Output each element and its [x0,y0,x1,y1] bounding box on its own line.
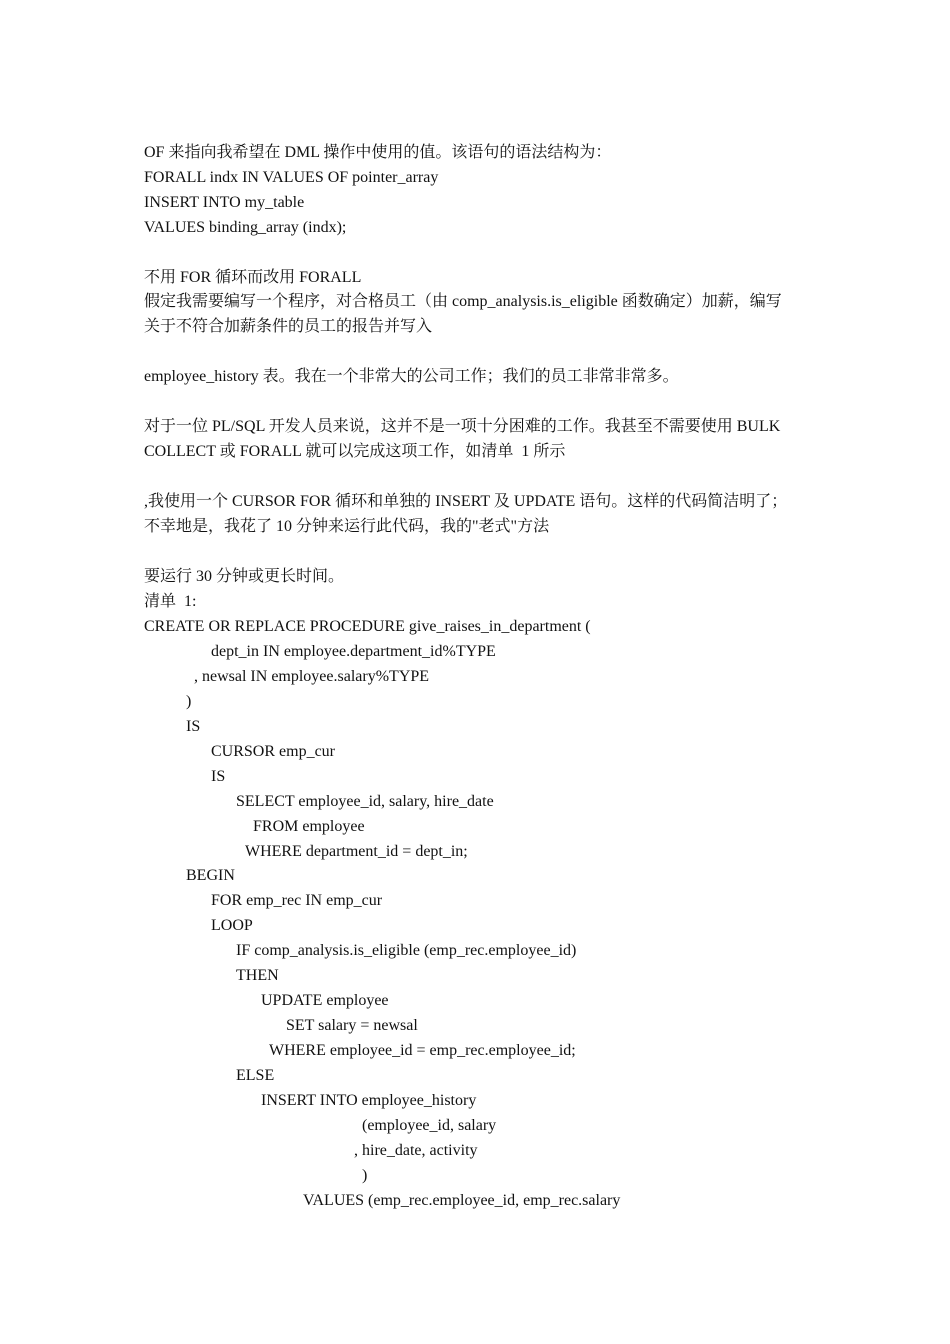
code-line: , newsal IN employee.salary%TYPE [194,668,430,685]
text-line: employee_history 表。我在一个非常大的公司工作；我们的员工非常非常多。 [144,368,679,385]
code-line: INSERT INTO employee_history [261,1092,477,1109]
code-line: FROM employee [253,818,365,835]
section-heading: 不用 FOR 循环而改用 FORALL [144,269,362,286]
listing-label: 清单 1: [144,593,197,610]
code-line: dept_in IN employee.department_id%TYPE [211,643,496,660]
text-line: OF 来指向我希望在 DML 操作中使用的值。该语句的语法结构为： [144,144,612,161]
code-line: SELECT employee_id, salary, hire_date [236,793,494,810]
code-line: FORALL indx IN VALUES OF pointer_array [144,169,439,186]
code-line: IF comp_analysis.is_eligible (emp_rec.employee_id) [236,942,577,959]
code-line: (employee_id, salary [362,1117,497,1134]
code-line: WHERE department_id = dept_in; [245,843,468,860]
code-line: CREATE OR REPLACE PROCEDURE give_raises_in_department ( [144,618,591,635]
code-line: ) [186,693,192,710]
text-line: 关于不符合加薪条件的员工的报告并写入 [144,318,433,335]
text-line: 不幸地是，我花了 10 分钟来运行此代码，我的"老式"方法 [144,518,550,535]
text-line: 要运行 30 分钟或更长时间。 [144,568,345,585]
code-line: CURSOR emp_cur [211,743,335,760]
code-line: LOOP [211,917,253,934]
code-line: THEN [236,967,279,984]
text-line: ,我使用一个 CURSOR FOR 循环和单独的 INSERT 及 UPDATE 语句。这样的代码简洁明了； [144,493,788,510]
code-line: SET salary = newsal [286,1017,418,1034]
code-line: BEGIN [186,867,235,884]
code-line: , hire_date, activity [354,1142,478,1159]
code-line: IS [186,718,201,735]
code-line: WHERE employee_id = emp_rec.employee_id; [269,1042,576,1059]
code-line: INSERT INTO my_table [144,194,305,211]
code-line: UPDATE employee [261,992,389,1009]
text-line: COLLECT 或 FORALL 就可以完成这项工作，如清单 1 所示 [144,443,566,460]
code-line: IS [211,768,226,785]
code-line: VALUES binding_array (indx); [144,219,347,236]
code-line: ELSE [236,1067,275,1084]
code-line: ) [362,1167,368,1184]
code-line: FOR emp_rec IN emp_cur [211,892,383,909]
code-line: VALUES (emp_rec.employee_id, emp_rec.salary [303,1192,621,1209]
text-line: 假定我需要编写一个程序，对合格员工（由 comp_analysis.is_eligible 函数确定）加薪，编写 [144,293,782,310]
text-line: 对于一位 PL/SQL 开发人员来说，这并不是一项十分困难的工作。我甚至不需要使用 BULK [144,418,781,435]
